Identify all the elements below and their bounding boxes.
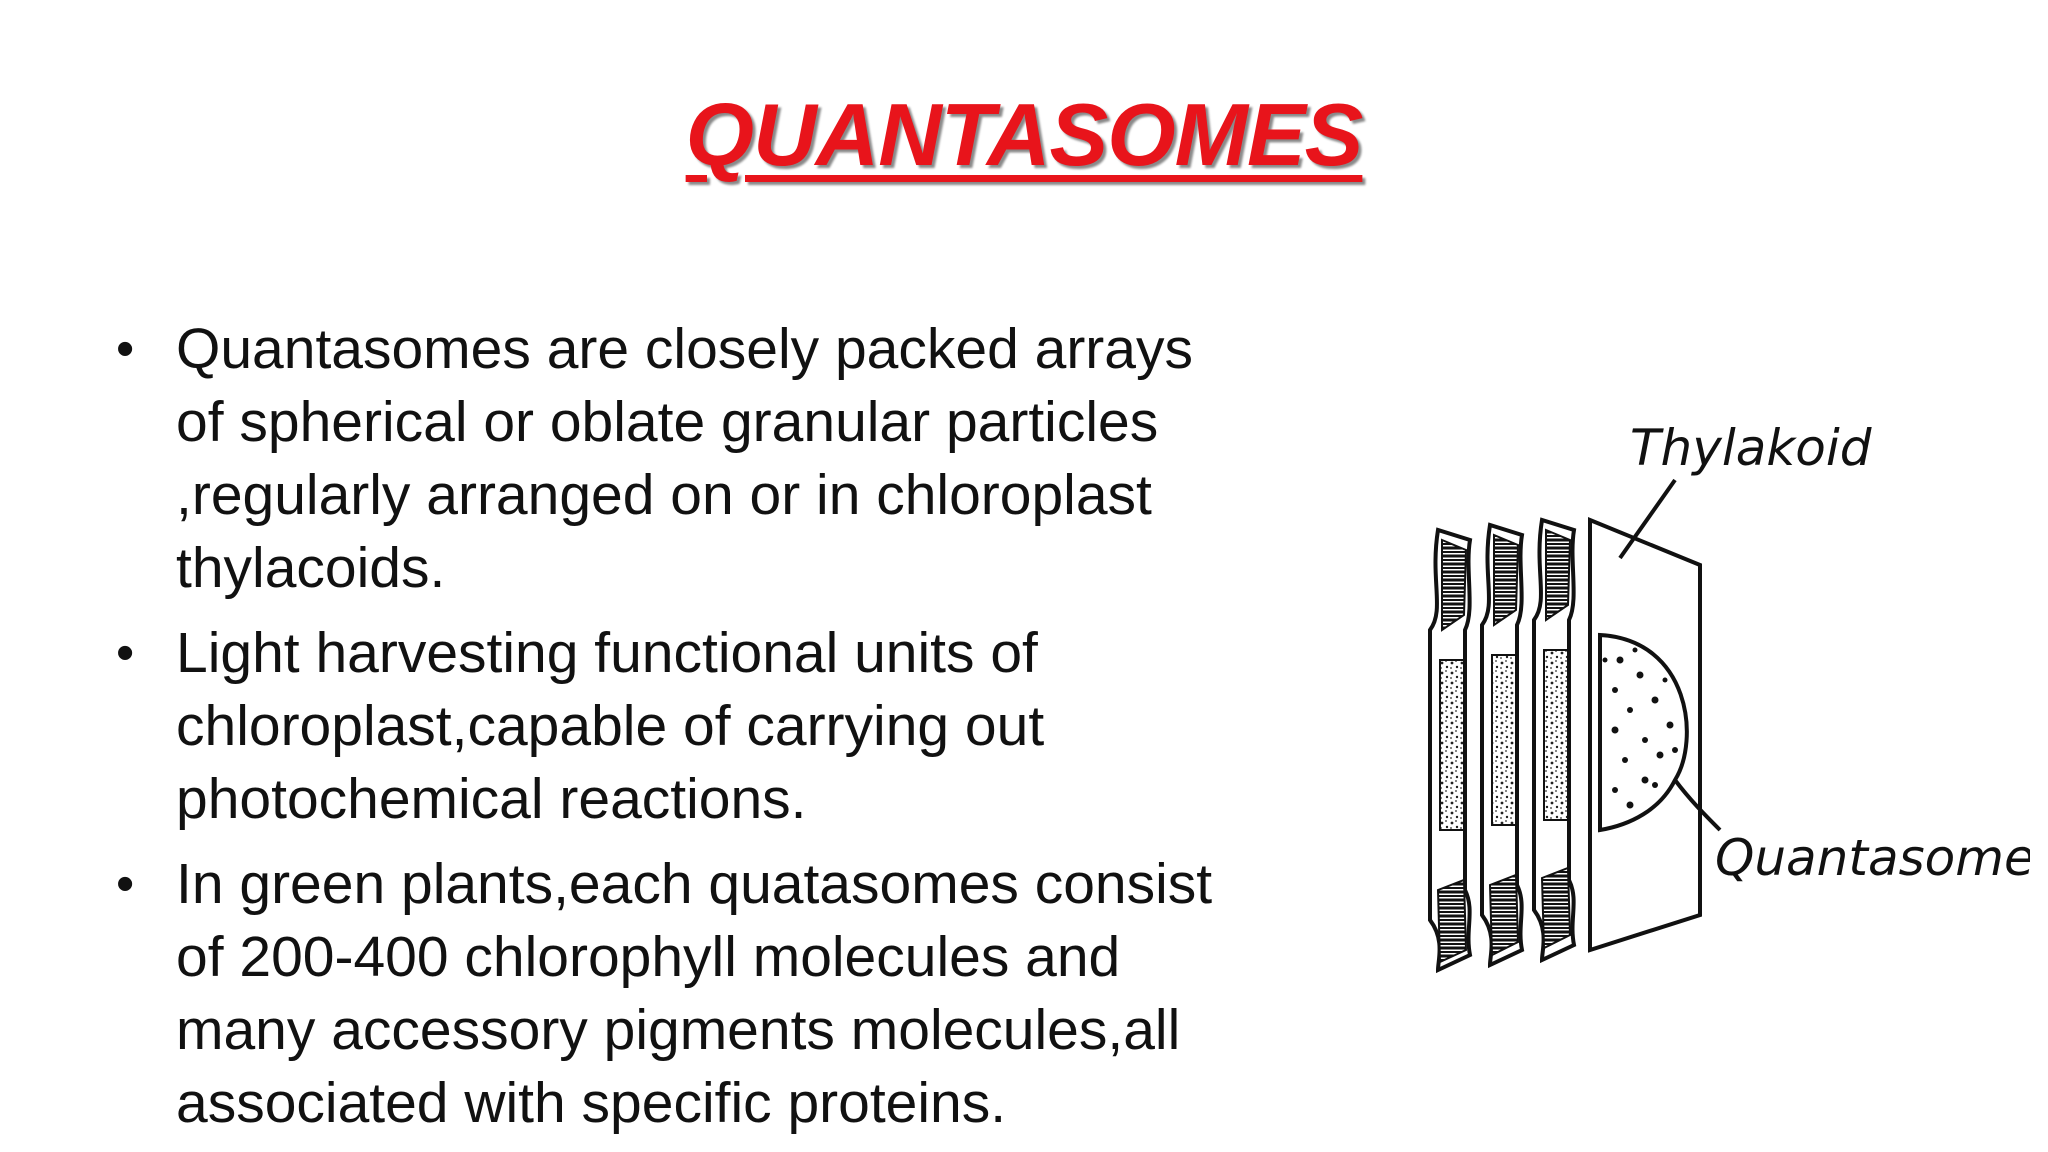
- bullet-item: [110, 313, 1230, 605]
- thylakoid-sketch: [1330, 330, 2030, 990]
- bullet-icon: •: [116, 855, 135, 913]
- bullet-text: Quantasomes are closely packed arrays of spherical or oblate granular particles ,regularly arranged on or in chloroplast thylacoids.: [176, 317, 1193, 600]
- bullet-item: [110, 617, 1230, 836]
- bullet-text: In green plants,each quatasomes consist of 200-400 chlorophyll molecules and many accessory pigments molecules,all associated with specific proteins.: [176, 852, 1213, 1135]
- slide-title: QUANTASOMES: [685, 85, 1363, 184]
- bullet-list: [110, 313, 1230, 1152]
- bullet-text: Light harvesting functional units of chloroplast,capable of carrying out photochemical reactions.: [176, 621, 1045, 831]
- bullet-item: [110, 848, 1230, 1140]
- bullet-icon: •: [116, 624, 135, 682]
- quantasome-diagram: [1330, 330, 2030, 990]
- label-quantasome: Quantasome: [1715, 829, 2030, 887]
- bullet-icon: •: [116, 320, 135, 378]
- label-thylakoid: Thylakoid: [1630, 419, 1872, 477]
